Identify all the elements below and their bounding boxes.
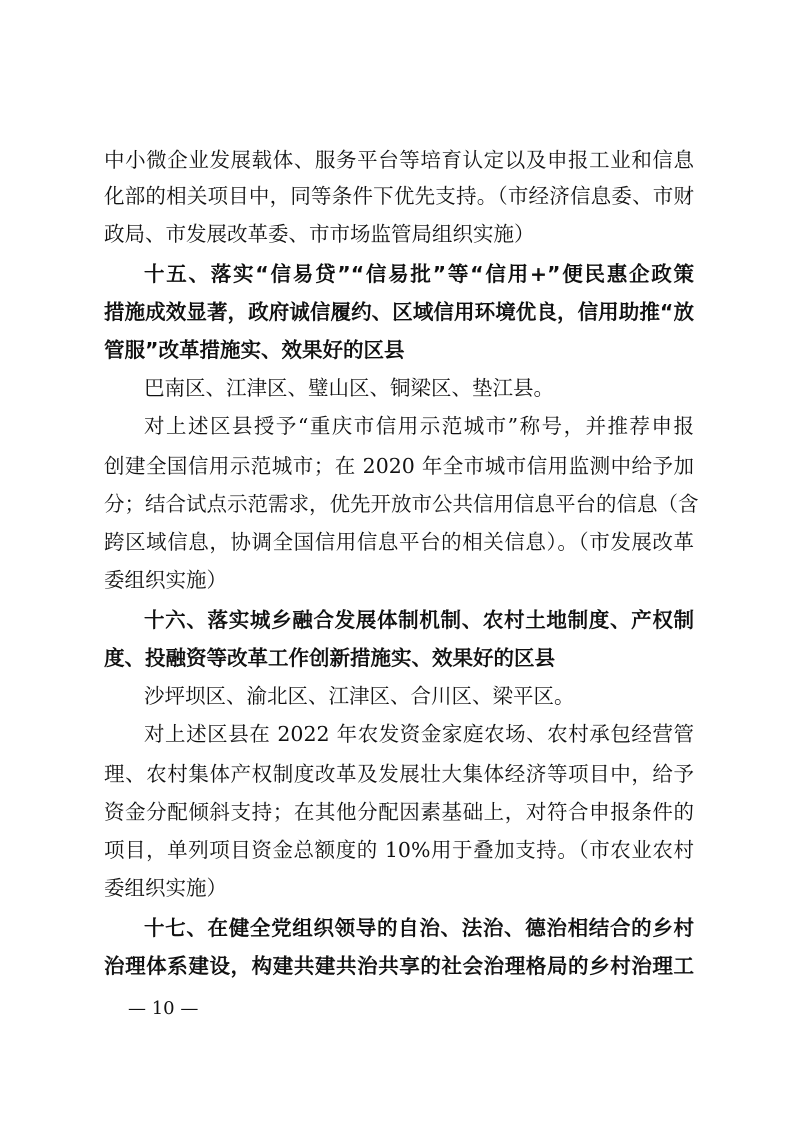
body-line: 中小微企业发展载体、服务平台等培育认定以及申报工业和信息 <box>104 148 694 172</box>
body-line: 化部的相关项目中，同等条件下优先支持。（市经济信息委、市财 <box>104 184 694 208</box>
section-heading-line: 十五、落实“信易贷”“信易批”等“信用+”便民惠企政策 <box>144 262 694 286</box>
section-heading-line: 十七、在健全党组织领导的自治、法治、德治相结合的乡村 <box>144 916 694 940</box>
section-heading-line: 度、投融资等改革工作创新措施实、效果好的区县 <box>104 646 555 670</box>
section-heading-line: 管服”改革措施实、效果好的区县 <box>104 338 405 362</box>
district-list: 巴南区、江津区、璧山区、铜梁区、垫江县。 <box>144 376 554 400</box>
body-line: 委组织实施） <box>104 876 227 900</box>
body-line: 对上述区县在 2022 年农发资金家庭农场、农村承包经营管 <box>144 722 694 746</box>
body-line: 对上述区县授予“重庆市信用示范城市”称号，并推荐申报 <box>144 414 694 438</box>
body-line: 分；结合试点示范需求，优先开放市公共信用信息平台的信息（含 <box>104 492 699 516</box>
section-heading-line: 十六、落实城乡融合发展体制机制、农村土地制度、产权制 <box>144 608 694 632</box>
page-number: — 10 — <box>128 998 199 1019</box>
body-line: 理、农村集体产权制度改革及发展壮大集体经济等项目中，给予 <box>104 762 694 786</box>
district-list: 沙坪坝区、渝北区、江津区、合川区、梁平区。 <box>144 684 575 708</box>
body-line: 委组织实施） <box>104 568 227 592</box>
body-line: 跨区域信息，协调全国信用信息平台的相关信息）。（市发展改革 <box>104 530 694 554</box>
body-line: 项目，单列项目资金总额度的 10%用于叠加支持。（市农业农村 <box>104 838 694 862</box>
section-heading-line: 措施成效显著，政府诚信履约、区域信用环境优良，信用助推“放 <box>104 300 694 324</box>
body-line: 资金分配倾斜支持；在其他分配因素基础上，对符合申报条件的 <box>104 800 694 824</box>
section-heading-line: 治理体系建设，构建共建共治共享的社会治理格局的乡村治理工 <box>104 954 694 978</box>
body-line: 政局、市发展改革委、市市场监管局组织实施） <box>104 222 535 246</box>
body-line: 创建全国信用示范城市；在 2020 年全市城市信用监测中给予加 <box>104 454 694 478</box>
